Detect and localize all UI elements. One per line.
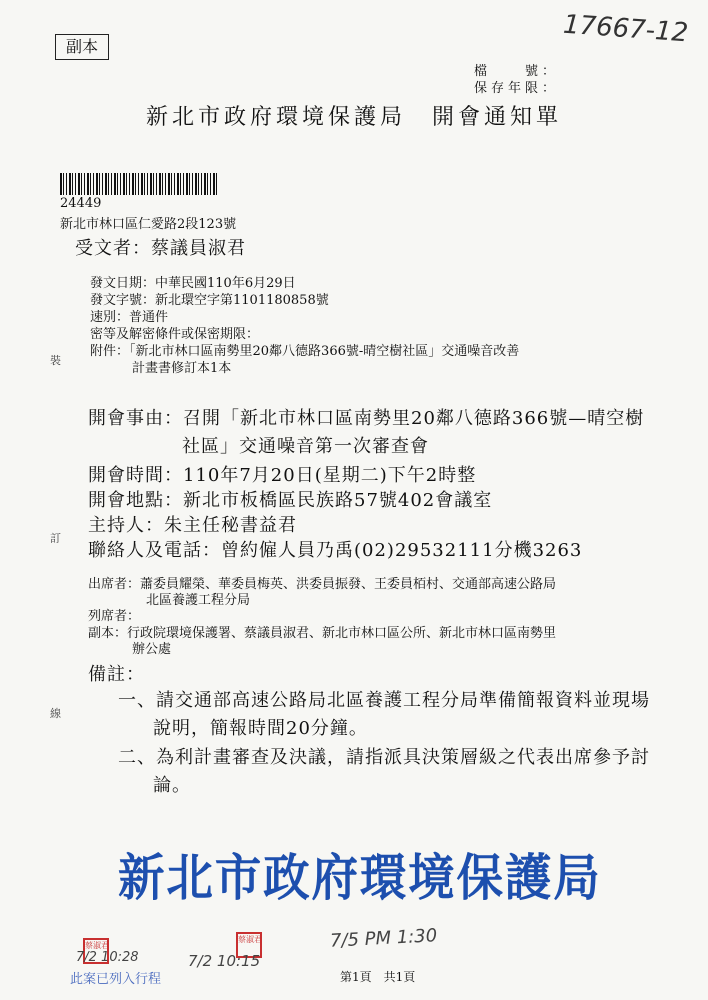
- binding-mark-xian: 線: [50, 707, 61, 720]
- file-no-label: 檔 號：: [474, 64, 560, 79]
- meeting-subject-cont: 社區」交通噪音第一次審查會: [182, 436, 429, 457]
- dispatch-doc-no: 發文字號：新北環空字第1101180858號: [90, 293, 329, 308]
- official-stamp: 新北市政府環境保護局: [118, 849, 602, 907]
- notes-item-2-cont: 論。: [153, 775, 191, 796]
- seal-2: 蔡淑君: [236, 932, 262, 958]
- attendees-cc: 副本：行政院環境保護署、蔡議員淑君、新北市林口區公所、新北市林口區南勢里: [88, 626, 557, 641]
- handwritten-number: 17667-12: [561, 9, 689, 49]
- binding-mark-zhuang: 裝: [50, 354, 61, 367]
- notes-item-1-cont: 說明，簡報時間20分鐘。: [153, 718, 368, 739]
- attendees-present: 出席者：蕭委員耀榮、華委員梅英、洪委員振發、王委員栢村、交通部高速公路局: [88, 577, 557, 592]
- notes-heading: 備註：: [88, 664, 145, 685]
- notes-item-2: 二、為利計畫審查及決議，請指派具決策層級之代表出席參予討: [118, 747, 650, 768]
- attendees-present-cont: 北區養護工程分局: [146, 593, 251, 608]
- meeting-chair: 主持人：朱主任秘書益君: [88, 515, 297, 536]
- retention-label: 保存年限：: [474, 81, 560, 96]
- handwritten-date-2: 7/2 10:15: [188, 952, 261, 970]
- page-footer: 第1頁 共1頁: [340, 970, 416, 984]
- handwritten-date-3: 7/5 PM 1:30: [329, 925, 438, 952]
- dispatch-date: 發文日期：中華民國110年6月29日: [90, 276, 296, 291]
- barcode: [60, 173, 218, 195]
- meeting-time: 開會時間：110年7月20日(星期二)下午2時整: [88, 465, 477, 486]
- meeting-place: 開會地點：新北市板橋區民族路57號402會議室: [88, 490, 493, 511]
- dispatch-speed: 速別：普通件: [90, 310, 169, 325]
- postal-code: 24449: [60, 196, 102, 211]
- notes-item-1: 一、請交通部高速公路局北區養護工程分局準備簡報資料並現場: [118, 690, 650, 711]
- handwritten-date-1: 7/2 10:28: [76, 950, 139, 965]
- seal-1: 蔡淑君: [83, 938, 109, 964]
- binding-mark-ding: 訂: [50, 532, 61, 545]
- scheduled-note: 此案已列入行程: [70, 972, 162, 987]
- addressee: 受文者：蔡議員淑君: [75, 238, 246, 259]
- copy-label: 副本: [55, 34, 109, 60]
- meeting-subject: 開會事由：召開「新北市林口區南勢里20鄰八德路366號—晴空樹: [88, 408, 645, 429]
- attendees-observers: 列席者：: [88, 609, 141, 624]
- dispatch-secrecy: 密等及解密條件或保密期限：: [90, 327, 260, 342]
- attendees-cc-cont: 辦公處: [132, 642, 172, 657]
- meeting-contact: 聯絡人及電話：曾約僱人員乃禹(02)29532111分機3263: [88, 540, 583, 561]
- dispatch-attachment: 附件：「新北市林口區南勢里20鄰八德路366號-晴空樹社區」交通噪音改善: [90, 344, 520, 359]
- dispatch-attachment-cont: 計畫書修訂本1本: [132, 361, 232, 376]
- address: 新北市林口區仁愛路2段123號: [60, 217, 237, 232]
- page-title: 新北市政府環境保護局 開會通知單: [145, 105, 562, 130]
